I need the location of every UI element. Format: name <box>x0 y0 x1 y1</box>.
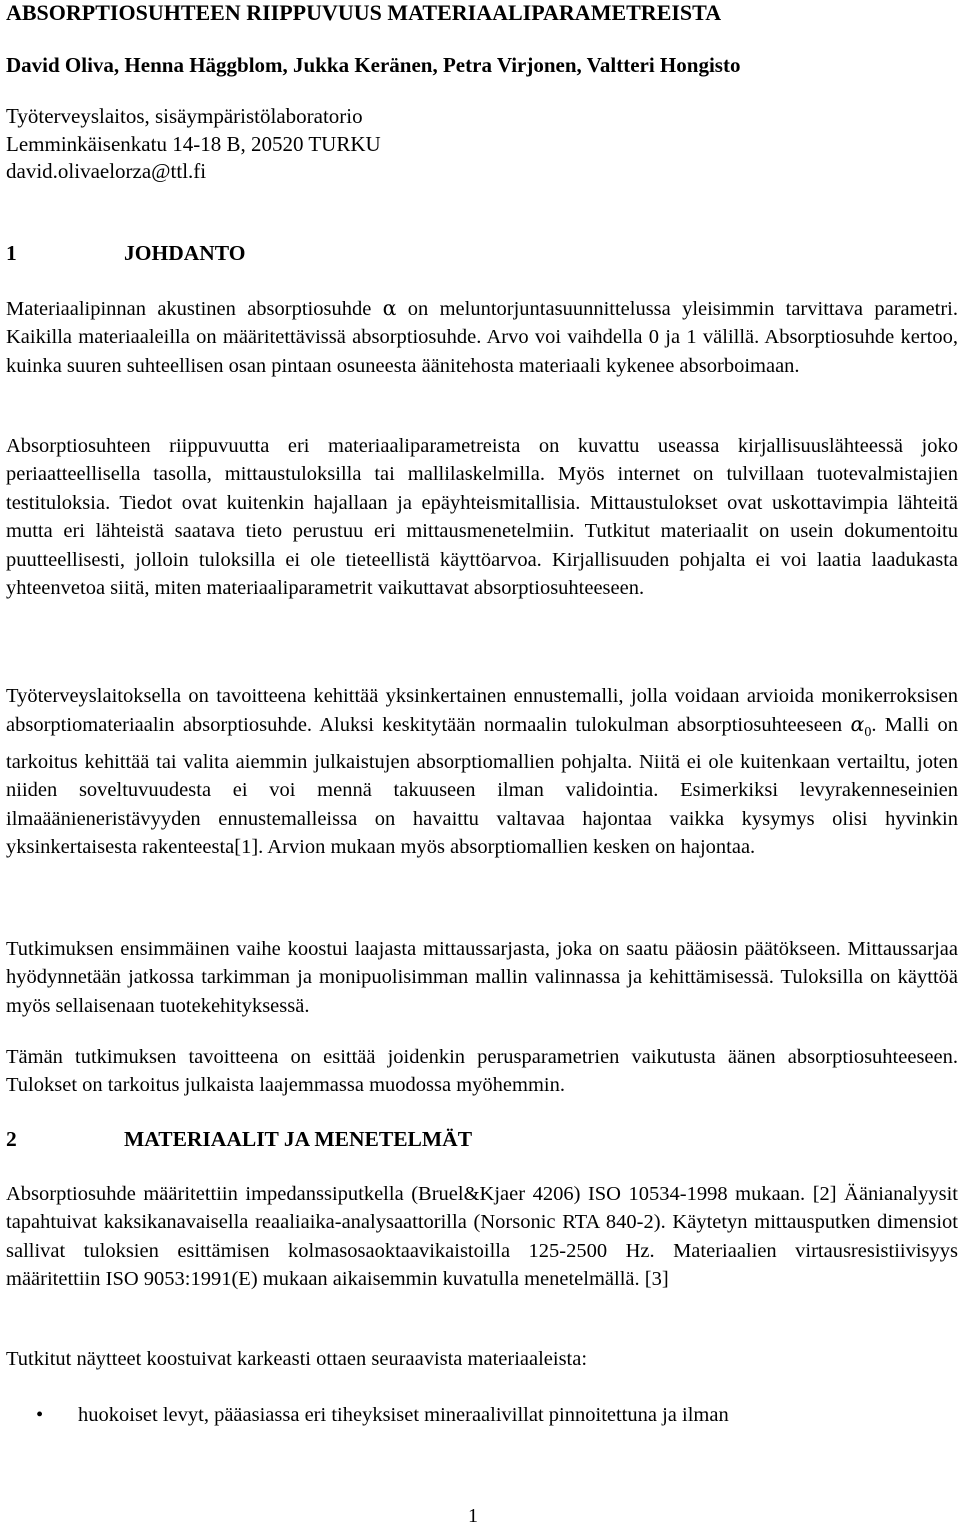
list-item <box>6 1401 729 1429</box>
section-title: MATERIAALIT JA MENETELMÄT <box>124 1127 473 1151</box>
page-number: 1 <box>468 1505 478 1527</box>
paragraph-text: Materiaalipinnan akustinen absorptiosuhde <box>6 298 383 320</box>
paragraph-text: Työterveyslaitoksella on tavoitteena kehittää yksinkertainen ennustemalli, jolla voidaan arvioida monikerroksisen absorptiomateriaalin absorptiosuhde. Aluksi keskitytään normaalin tulokulman absorptiosuhteeseen <box>6 685 958 737</box>
affiliation-address: Lemminkäisenkatu 14-18 B, 20520 TURKU <box>6 132 381 156</box>
affiliation-email: david.olivaelorza@ttl.fi <box>6 159 207 183</box>
paragraph-intro-4: Tutkimuksen ensimmäinen vaihe koostui laajasta mittaussarjasta, joka on saatu pääosin päätökseen. Mittaussarjaa hyödynnetään jatkossa tarkimman ja monipuolisimman mallin valinnassa ja kehittämisessä. Tuloksilla on käyttöä myös sellaisenaan tuotekehityksessä. <box>6 938 958 1017</box>
paragraph-text: on meluntorjuntasuunnittelussa yleisimmin tarvittava parametri. Kaikilla materiaaleilla on määritettävissä absorptiosuhde. Arvo voi vaihdella 0 ja 1 välillä. Absorptiosuhde kertoo, kuinka suuren suhteellisen osan pintaan osuneesta äänitehosta materiaali kykenee absorboimaan. <box>6 298 959 377</box>
list-item-text: huokoiset levyt, pääasiassa eri tiheyksiset mineraalivillat pinnoitettuna ja ilman <box>78 1404 729 1426</box>
alpha-subscript: 0 <box>864 725 872 741</box>
paragraph-intro-2: Absorptiosuhteen riippuvuutta eri materiaaliparametreista on kuvattu useassa kirjallisuuslähteessä joko periaatteellisella tasolla, mittaustuloksilla tai mallilaskelmilla. Myös internet on tulvillaan tuotevalmistajien testituloksia. Tiedot ovat kuitenkin hajallaan ja epäyhteismitallisia. Mittaustulokset ovat uskottavimpia lähteitä mutta eri lähteistä saatava tieto perustuu eri mittausmenetelmiin. Tutkitut materiaalit on usein dokumentoitu puutteellisesti, jolloin tuloksilla ei ole tieteellistä käyttöarvoa. Kirjallisuuden pohjalta ei voi laatia laadukasta yhteenvetoa siitä, miten materiaaliparametrit vaikuttavat absorptiosuhteeseen. <box>6 435 958 600</box>
paragraph-text: . Malli on tarkoitus kehittää tai valita aiemmin julkaistujen absorptiomallien pohjalta. Niitä ei ole kuitenkaan vertailtu, joten niiden soveltuvuudesta ei voi mennä takuuseen ilman validointia. Esimerkiksi levyrakenneseinien ilmaäänieneristävyyden ennustemalleissa on havaittu valtavaa hajontaa vaikka kysymys olisi hyvinkin yksinkertaisesta rakenteesta[1]. Arvion mukaan myös absorptiomallien kesken on hajontaa. <box>6 714 958 859</box>
paragraph-intro-3 <box>6 682 958 862</box>
paragraph-methods-2: Tutkitut näytteet koostuivat karkeasti ottaen seuraavista materiaaleista: <box>6 1348 588 1370</box>
paper-title: ABSORPTIOSUHTEEN RIIPPUVUUS MATERIAALIPARAMETREISTA <box>6 0 722 25</box>
section-title: JOHDANTO <box>124 241 246 265</box>
alpha-symbol: α <box>382 296 397 320</box>
paragraph-methods-1: Absorptiosuhde määritettiin impedanssiputkella (Bruel&Kjaer 4206) ISO 10534-1998 mukaan. [2] Äänianalyysit tapahtuivat kaksikanavaisella reaaliaika-analysaattorilla (Norsonic RTA 840-2). Käytetyn mittausputken dimensiot sallivat tuloksien esittämisen kolmasosaoktaavikaistoilla 125-2500 Hz. Materiaalien virtausresistiivisyys määritettiin ISO 9053:1991(E) mukaan aikaisemmin kuvatulla menetelmällä. [3] <box>6 1183 958 1291</box>
section-heading-2 <box>6 1126 472 1152</box>
author-list: David Oliva, Henna Häggblom, Jukka Keränen, Petra Virjonen, Valtteri Hongisto <box>6 53 741 77</box>
section-heading-1 <box>6 240 245 266</box>
paragraph-intro-1 <box>6 294 958 380</box>
paragraph-intro-5: Tämän tutkimuksen tavoitteena on esittää joidenkin perusparametrien vaikutusta äänen absorptiosuhteeseen. Tulokset on tarkoitus julkaista laajemmassa muodossa myöhemmin. <box>6 1046 958 1097</box>
alpha-zero-symbol: α <box>850 712 865 737</box>
affiliation-org: Työterveyslaitos, sisäympäristölaboratorio <box>6 104 363 128</box>
bullet-icon: • <box>36 1404 44 1426</box>
section-number: 1 <box>6 241 17 265</box>
section-number: 2 <box>6 1127 17 1151</box>
